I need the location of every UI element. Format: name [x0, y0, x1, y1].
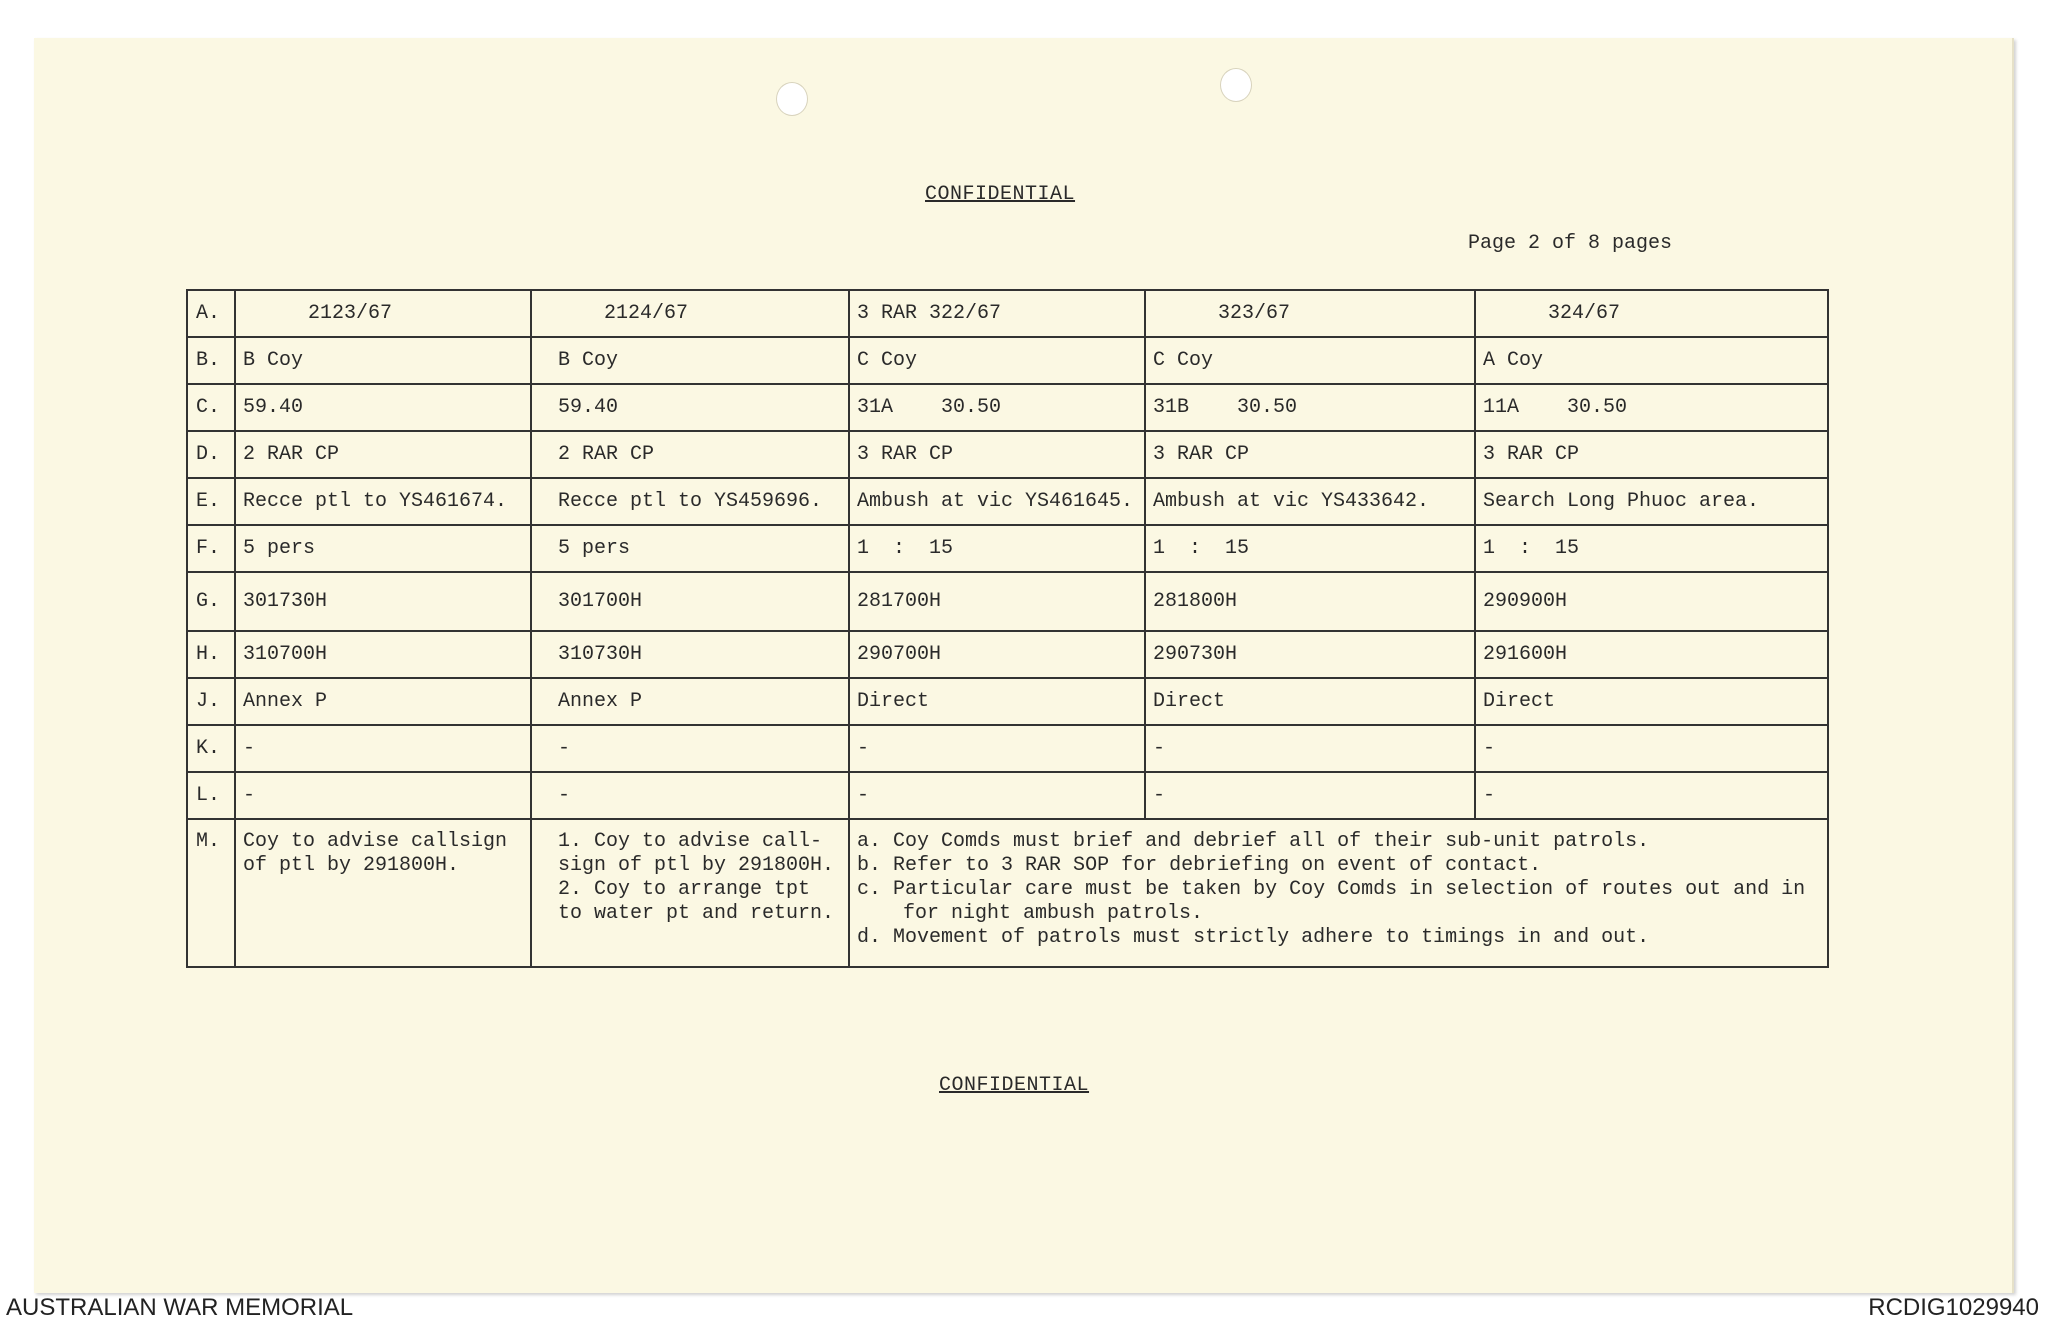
- note-d: [857, 926, 1820, 950]
- patrol-orders-table: [186, 289, 1829, 968]
- row-label: E.: [187, 478, 235, 525]
- table-cell: -: [531, 772, 849, 819]
- note-text: Refer to 3 RAR SOP for debriefing on event of contact.: [893, 854, 1542, 877]
- table-cell: -: [1475, 772, 1828, 819]
- row-label: G.: [187, 572, 235, 631]
- punch-hole-left: [776, 82, 808, 116]
- row-label: L.: [187, 772, 235, 819]
- row-label: H.: [187, 631, 235, 678]
- row-label: A.: [187, 290, 235, 337]
- table-cell: 291600H: [1475, 631, 1828, 678]
- note-marker: b.: [857, 854, 882, 877]
- row-label: M.: [187, 819, 235, 967]
- table-cell: 2124/67: [531, 290, 849, 337]
- table-cell: 324/67: [1475, 290, 1828, 337]
- note-marker: a.: [857, 830, 882, 853]
- table-cell: 290900H: [1475, 572, 1828, 631]
- classification-footer: CONFIDENTIAL: [939, 1074, 1090, 1097]
- table-cell: Direct: [1145, 678, 1475, 725]
- table-cell: 290730H: [1145, 631, 1475, 678]
- row-label: J.: [187, 678, 235, 725]
- table-cell: 59.40: [531, 384, 849, 431]
- note-b: [857, 854, 1820, 878]
- page-number: Page 2 of 8 pages: [1468, 232, 1673, 255]
- table-cell: C Coy: [1145, 337, 1475, 384]
- table-cell: Annex P: [235, 678, 531, 725]
- table-cell: 281800H: [1145, 572, 1475, 631]
- table-cell: B Coy: [235, 337, 531, 384]
- remarks-line: 1. Coy to advise call-: [558, 830, 823, 853]
- table-cell: Direct: [1475, 678, 1828, 725]
- table-cell: Annex P: [531, 678, 849, 725]
- note-text: Particular care must be taken by Coy Comds in selection of routes out and in: [893, 878, 1806, 901]
- table-row-h: [187, 631, 1828, 678]
- table-row-f: [187, 525, 1828, 572]
- table-row-a: [187, 290, 1828, 337]
- table-row-m: [187, 819, 1828, 967]
- table-cell: -: [849, 772, 1145, 819]
- table-cell: 2 RAR CP: [235, 431, 531, 478]
- table-cell: -: [235, 772, 531, 819]
- table-cell: Recce ptl to YS459696.: [531, 478, 849, 525]
- archive-reference: RCDIG1029940: [1868, 1294, 2039, 1321]
- row-label: B.: [187, 337, 235, 384]
- table-row-j: [187, 678, 1828, 725]
- table-cell: A Coy: [1475, 337, 1828, 384]
- table-cell: Direct: [849, 678, 1145, 725]
- remarks-line: to water pt and return.: [558, 902, 835, 925]
- remarks-line: 2. Coy to arrange tpt: [558, 878, 811, 901]
- table-cell: Search Long Phuoc area.: [1475, 478, 1828, 525]
- remarks-line: of ptl by 291800H.: [243, 854, 460, 877]
- table-cell: 310730H: [531, 631, 849, 678]
- table-cell: 31A 30.50: [849, 384, 1145, 431]
- table-cell: 323/67: [1145, 290, 1475, 337]
- row-label: C.: [187, 384, 235, 431]
- table-row-g: [187, 572, 1828, 631]
- classification-header: CONFIDENTIAL: [925, 183, 1076, 206]
- table-cell: 281700H: [849, 572, 1145, 631]
- table-cell: -: [1145, 725, 1475, 772]
- table-cell: 5 pers: [531, 525, 849, 572]
- table-row-k: [187, 725, 1828, 772]
- table-cell: 301700H: [531, 572, 849, 631]
- table-cell: 301730H: [235, 572, 531, 631]
- note-marker: d.: [857, 926, 882, 949]
- punch-hole-right: [1220, 68, 1252, 102]
- row-label: K.: [187, 725, 235, 772]
- row-label: D.: [187, 431, 235, 478]
- table-cell: Ambush at vic YS461645.: [849, 478, 1145, 525]
- note-c-continuation: for night ambush patrols.: [903, 902, 1204, 925]
- table-row-d: [187, 431, 1828, 478]
- table-cell: 5 pers: [235, 525, 531, 572]
- table-cell: 2 RAR CP: [531, 431, 849, 478]
- remarks-col2: [531, 819, 849, 967]
- remarks-general-notes: [849, 819, 1828, 967]
- table-cell: -: [531, 725, 849, 772]
- note-text: Movement of patrols must strictly adhere to timings in and out.: [893, 926, 1650, 949]
- table-cell: C Coy: [849, 337, 1145, 384]
- note-a: [857, 830, 1820, 854]
- table-cell: B Coy: [531, 337, 849, 384]
- remarks-col1: [235, 819, 531, 967]
- remarks-line: Coy to advise callsign: [243, 830, 508, 853]
- table-cell: 310700H: [235, 631, 531, 678]
- table-cell: 3 RAR CP: [849, 431, 1145, 478]
- table-row-c: [187, 384, 1828, 431]
- table-cell: 31B 30.50: [1145, 384, 1475, 431]
- note-c: [857, 878, 1820, 902]
- note-text: Coy Comds must brief and debrief all of their sub-unit patrols.: [893, 830, 1650, 853]
- row-label: F.: [187, 525, 235, 572]
- table-cell: Ambush at vic YS433642.: [1145, 478, 1475, 525]
- table-cell: 3 RAR CP: [1475, 431, 1828, 478]
- table-cell: 3 RAR 322/67: [849, 290, 1145, 337]
- archive-institution: AUSTRALIAN WAR MEMORIAL: [6, 1294, 354, 1321]
- table-row-l: [187, 772, 1828, 819]
- table-cell: 1 : 15: [849, 525, 1145, 572]
- table-cell: 3 RAR CP: [1145, 431, 1475, 478]
- table-row-b: [187, 337, 1828, 384]
- table-cell: -: [1475, 725, 1828, 772]
- table-cell: -: [1145, 772, 1475, 819]
- table-cell: 59.40: [235, 384, 531, 431]
- table-cell: Recce ptl to YS461674.: [235, 478, 531, 525]
- table-cell: -: [235, 725, 531, 772]
- table-cell: -: [849, 725, 1145, 772]
- table-cell: 1 : 15: [1145, 525, 1475, 572]
- note-marker: c.: [857, 878, 882, 901]
- table-cell: 11A 30.50: [1475, 384, 1828, 431]
- remarks-line: sign of ptl by 291800H.: [558, 854, 835, 877]
- table-row-e: [187, 478, 1828, 525]
- table-cell: 290700H: [849, 631, 1145, 678]
- patrol-orders-body: [187, 290, 1828, 967]
- table-cell: 1 : 15: [1475, 525, 1828, 572]
- table-cell: 2123/67: [235, 290, 531, 337]
